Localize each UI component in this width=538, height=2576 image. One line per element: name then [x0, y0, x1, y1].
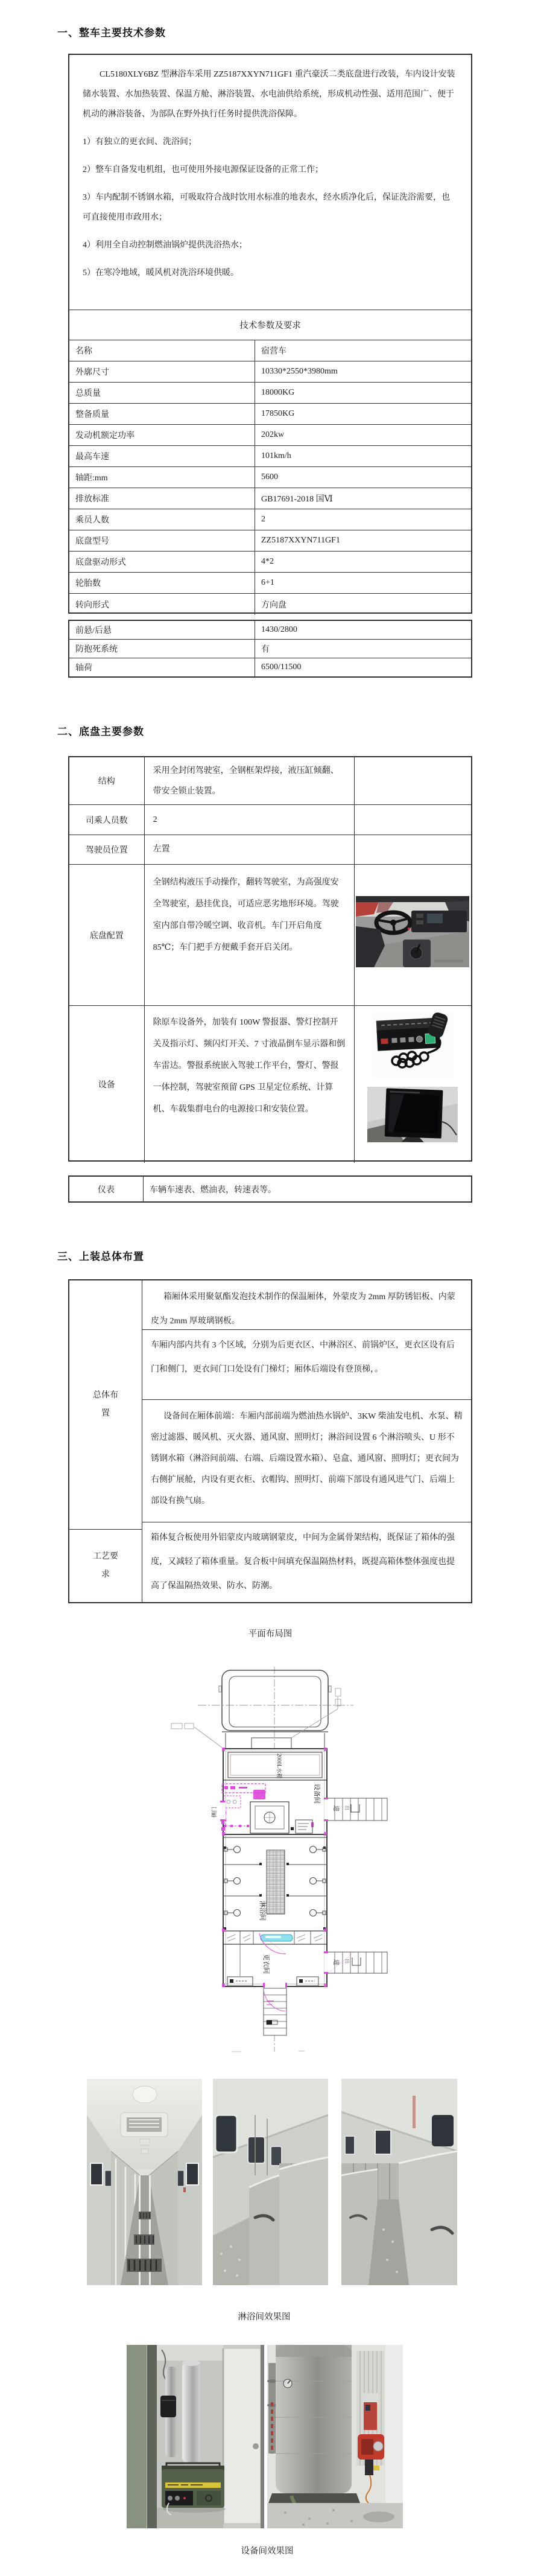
- chassis-text: 除原车设备外，加装有 100W 警报器、警灯控制开关及指示灯、频闪灯开关、7 寸液晶倒车显示器和倒车雷达。警报系统嵌入驾驶工作平台，警灯、警报一体控制，驾驶室预留 GPS 卫星定位系统、计算机、车载集群电台的电源接口和安装位置。: [145, 1006, 355, 1163]
- equipment-caption: 设备间效果图: [241, 2546, 294, 2556]
- rear-view-monitor-photo: [367, 1087, 458, 1142]
- spec-value: 202kw: [261, 430, 285, 439]
- susp-label: 防抱死系统: [69, 640, 255, 658]
- section2-title: 二、底盘主要参数: [57, 726, 144, 737]
- chassis-text: 全钢结构液压手动操作，翻转驾驶室，为高强度安全驾驶室，悬挂优良，可适应恶劣地形环境。驾驶室内部自带冷暖空调、收音机。车门开启角度 85℃；车门把手方便戴手套开启关闭。: [145, 865, 355, 1005]
- chassis-label: 结构: [69, 757, 145, 804]
- floorplan-caption: 平面布局图: [248, 1629, 293, 1639]
- craft-label: 工艺要求: [93, 1552, 118, 1579]
- instrument-text: 车辆车速表、燃油表，转速表等。: [150, 1185, 276, 1195]
- spec-value: ZZ5187XXYN711GF1: [261, 536, 340, 545]
- chassis-label: 司乘人员数: [69, 805, 145, 835]
- section1-title: 一、整车主要技术参数: [57, 27, 166, 39]
- spec-value: 宿营车: [261, 347, 286, 356]
- siren-control-photo: [372, 1011, 454, 1078]
- intro-item: 1）有独立的更衣间、洗浴间；: [83, 138, 197, 147]
- spec-value: 5600: [261, 472, 278, 482]
- spec-label: 轴距:mm: [69, 467, 255, 488]
- section3-title: 三、上装总体布置: [57, 1251, 144, 1262]
- susp-value: 1430/2800: [261, 625, 297, 634]
- spec-label: 底盘驱动形式: [69, 552, 255, 572]
- spec-value: 10330*2550*3980mm: [261, 367, 338, 376]
- side-door-gap: [221, 1802, 226, 1820]
- floor-plan-diagram: [163, 1665, 398, 2058]
- entry-label: 进: [332, 1959, 339, 1965]
- shower-room-photo-1: [87, 2079, 202, 2288]
- shower-caption: 淋浴间效果图: [238, 2312, 291, 2322]
- chassis-table: [68, 756, 472, 1162]
- intro-item: 4）利用全自动控制燃油锅炉提供洗浴热水；: [83, 241, 247, 250]
- spec-value: 4*2: [261, 557, 274, 566]
- chassis-label: 驾驶员位置: [69, 835, 145, 864]
- spec-label: 整备质量: [69, 404, 255, 424]
- susp-label: 轴荷: [69, 658, 255, 676]
- spec-value: 17850KG: [261, 409, 295, 418]
- spec-value: 方向盘: [261, 600, 286, 610]
- spec-value: GB17691-2018 国Ⅵ: [261, 495, 333, 504]
- spec-value: 6+1: [261, 578, 274, 587]
- spec-label: 总质量: [69, 383, 255, 403]
- annotation-marks: [171, 1688, 341, 1748]
- spec-value: 2: [261, 515, 265, 524]
- body-row-text: 设备间在厢体前端：车厢内部前端为燃油热水锅炉、3KW 柴油发电机、水泵、精密过滤器、暖风机、灭火器、通风窗、照明灯；淋浴间设置 6 个淋浴喷头、U 形不锈钢水箱（淋浴间前端、右端、后端设置水箱）、皂盒、通风窗、照明灯；更衣间为右侧扩展舱，内设有更衣柜、衣帽钩、照明灯、前端下部设有通风进气门、后端上部设有换气扇。: [142, 1400, 471, 1522]
- susp-label: 前悬/后悬: [69, 621, 255, 639]
- spec-label: 转向形式: [69, 594, 255, 615]
- exit-label: 出: [344, 1959, 350, 1964]
- shower-room-label: 淋浴间: [259, 1901, 266, 1921]
- cab-interior-photo: [356, 896, 469, 967]
- craft-text: 箱体复合板使用外铝蒙皮内玻璃钢蒙皮，中间为金属骨架结构，既保证了箱体的强度，又减轻了箱体重量。复合板中间填充保温隔热材料，既提高箱体整体强度也提高了保温隔热效果、防水、防潮。: [151, 1533, 455, 1591]
- spec-table-header: 技术参数及要求: [69, 310, 471, 340]
- susp-value: 6500/11500: [261, 663, 302, 672]
- body-table: [68, 1279, 472, 1603]
- intro-item: 2）整车自备发电机组，也可使用外接电源保证设备的正常工作；: [83, 165, 323, 174]
- side-door-label: 侧门: [211, 1806, 217, 1818]
- body-group-label: 总体布置: [69, 1280, 142, 1530]
- spec-label: 底盘型号: [69, 530, 255, 551]
- chassis-image-cell: [355, 757, 471, 804]
- chassis-text: 2: [145, 805, 355, 835]
- suspension-table: [68, 620, 472, 678]
- exit-label: 出: [344, 1805, 350, 1810]
- spec-label: 乘员人数: [69, 509, 255, 530]
- body-row-text: 车厢内部内共有 3 个区域，分别为后更衣区、中淋浴区、前锅炉区，更衣区设有后门和侧门，更衣间门口处设有门梯灯；厢体后端设有登顶梯，。: [142, 1330, 471, 1400]
- entry-stairs-rear-side: [324, 1951, 387, 1974]
- spec-value: 101km/h: [261, 451, 291, 460]
- entry-stairs-front: [324, 1798, 387, 1821]
- spec-label: 排放标准: [69, 488, 255, 509]
- entry-label: 进: [332, 1805, 339, 1811]
- intro-paragraph: CL5180XLY6BZ 型淋浴车采用 ZZ5187XXYN711GF1 重汽豪沃二类底盘进行改装，车内设计安装储水装置、水加热装置、保温方舱、淋浴装置、水电油供给系统，形成机动性强、适用范围广、便于机动的淋浴装备、为部队在野外执行任务时提供洗浴保障。: [83, 70, 455, 119]
- intro-block: [69, 55, 471, 310]
- chassis-label: 设备: [69, 1006, 145, 1163]
- instrument-label: 仪表: [69, 1177, 144, 1201]
- dressing-room-label: 更衣间: [262, 1954, 270, 1974]
- intro-item: 3）车内配制不锈钢水箱，可吸取符合战时饮用水标准的地表水，经水质净化后，保证洗浴需要，也可直接使用市政用水；: [83, 193, 450, 222]
- equipment-highlight-block: [253, 1790, 265, 1799]
- cab-outline: [198, 1670, 353, 1749]
- shower-room-photo-2: [213, 2079, 328, 2288]
- spec-table: [68, 54, 472, 614]
- body-row-text: 箱厢体采用聚氨酯发泡技术制作的保温厢体，外蒙皮为 2mm 厚防锈铝板、内蒙皮为 2mm 厚玻璃钢板。: [142, 1280, 471, 1330]
- intro-item: 5）在寒冷地域，暖风机对洗浴环境供暖。: [83, 269, 239, 278]
- spec-label: 名称: [69, 340, 255, 361]
- spec-label: 外廓尺寸: [69, 361, 255, 382]
- spec-label: 发动机额定功率: [69, 425, 255, 445]
- susp-value: 有: [261, 645, 270, 654]
- tank-label: 2000L水箱: [276, 1754, 282, 1779]
- spec-value: 18000KG: [261, 388, 295, 397]
- rear-ladder: [263, 1983, 287, 2035]
- chassis-label: 底盘配置: [69, 865, 145, 1005]
- equipment-room-label: 设备间: [313, 1784, 320, 1804]
- equipment-room-photo-2: [267, 2345, 403, 2531]
- equipment-room-photo-1: [127, 2345, 264, 2531]
- shower-room-photo-3: [341, 2079, 457, 2288]
- chassis-text: 左置: [145, 835, 355, 864]
- spec-label: 最高车速: [69, 446, 255, 466]
- spec-label: 轮胎数: [69, 573, 255, 593]
- chassis-text: 采用全封闭驾驶室，全钢框架焊接，液压缸倾翻、带安全锁止装置。: [145, 757, 355, 804]
- instrument-table: [68, 1175, 472, 1203]
